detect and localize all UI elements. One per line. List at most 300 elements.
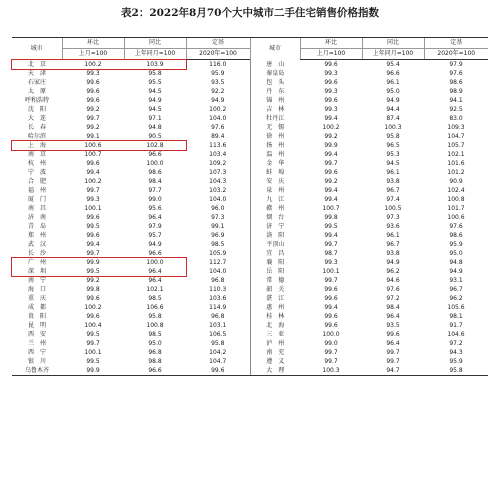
- left-base-cell: 103.6: [209, 295, 227, 302]
- left-city-cell: 济 南: [27, 214, 46, 221]
- right-city-cell: 无 锡: [250, 123, 300, 132]
- right-mom-cell: 99.3: [324, 259, 338, 266]
- right-city-cell: 赣 州: [250, 204, 300, 213]
- right-mom-cell: 100.3: [300, 366, 362, 376]
- left-mom-cell: 99.6: [86, 295, 100, 302]
- right-mom-cell: 99.3: [324, 70, 338, 77]
- left-mom-cell: 99.6: [86, 160, 100, 167]
- left-city-cell: 石家庄: [27, 79, 46, 86]
- right-city-cell: 南 充: [250, 348, 300, 357]
- right-base-cell: 98.6: [449, 232, 463, 239]
- right-base-cell: 100.8: [447, 196, 465, 203]
- left-city-cell: 上 海: [27, 142, 46, 149]
- right-yoy-cell: 93.6: [386, 223, 400, 230]
- table-row: [12, 348, 488, 357]
- left-base-cell: 95.9: [211, 70, 225, 77]
- left-base-cell: 95.8: [211, 340, 225, 347]
- table-title: 表2：2022年8月70个大中城市二手住宅销售价格指数: [121, 7, 379, 19]
- right-mom-cell: 99.2: [324, 133, 338, 140]
- left-mom-cell: 100.1: [84, 205, 102, 212]
- right-mom-cell: 99.5: [324, 223, 338, 230]
- left-city-cell: 青 岛: [27, 223, 46, 230]
- right-base-cell: 98.1: [449, 313, 463, 320]
- left-yoy-cell: 95.6: [148, 205, 162, 212]
- table-row: [12, 60, 488, 70]
- right-city-cell: 牡丹江: [250, 114, 300, 123]
- left-city-cell: 厦 门: [27, 196, 46, 203]
- table-row: [12, 87, 488, 96]
- left-city-cell: 南 京: [27, 151, 46, 158]
- left-mom-cell: 99.5: [86, 268, 100, 275]
- left-base-cell: 114.9: [209, 304, 227, 311]
- left-yoy-cell: 96.4: [148, 268, 162, 275]
- right-yoy-cell: 99.7: [386, 349, 400, 356]
- right-city-cell: 惠 州: [250, 303, 300, 312]
- left-mom-cell: 99.6: [86, 232, 100, 239]
- table-row: [12, 258, 488, 267]
- right-yoy-cell: 100.5: [384, 205, 402, 212]
- right-mom-cell: 99.6: [324, 286, 338, 293]
- right-city-cell: 湛 江: [250, 294, 300, 303]
- right-mom-cell: 99.7: [324, 241, 338, 248]
- table-row: [12, 78, 488, 87]
- left-yoy-cell: 97.7: [148, 187, 162, 194]
- left-mom-cell: 99.4: [86, 241, 100, 248]
- price-index-table: [12, 37, 488, 376]
- left-mom-cell: 99.2: [86, 277, 100, 284]
- left-yoy-cell: 98.4: [148, 178, 162, 185]
- left-base-cell: 104.0: [209, 115, 227, 122]
- left-base-cell: 100.2: [209, 106, 227, 113]
- right-base-cell: 105.7: [447, 142, 465, 149]
- left-base-cell: 96.8: [211, 313, 225, 320]
- right-city-cell: 遵 义: [250, 357, 300, 366]
- table-row: [12, 213, 488, 222]
- right-mom-cell: 99.4: [324, 196, 338, 203]
- table-row: [12, 303, 488, 312]
- left-city-cell: 南 昌: [27, 205, 46, 212]
- left-mom-cell: 99.6: [86, 88, 100, 95]
- table-row: [12, 267, 488, 276]
- left-yoy-cell: 97.1: [148, 115, 162, 122]
- right-mom-cell: 99.9: [324, 142, 338, 149]
- right-base-cell: 109.3: [447, 124, 465, 131]
- table-row: [12, 339, 488, 348]
- left-base-cell: 92.2: [211, 88, 225, 95]
- left-base-cell: 109.2: [209, 160, 227, 167]
- right-city-cell: 锦 州: [250, 96, 300, 105]
- left-city-cell: 南 宁: [27, 277, 46, 284]
- left-city-cell: 银 川: [27, 358, 46, 365]
- table-row: [12, 204, 488, 213]
- right-city-cell: 泉 州: [250, 186, 300, 195]
- left-base-cell: 104.7: [209, 358, 227, 365]
- left-mom-cell: 99.7: [86, 187, 100, 194]
- table-body: [12, 60, 488, 376]
- table-row: [12, 195, 488, 204]
- right-mom-cell: 99.6: [324, 295, 338, 302]
- yoy-header-left: 同比: [124, 38, 186, 49]
- right-yoy-cell: 95.4: [386, 61, 400, 68]
- table-row: [12, 186, 488, 195]
- right-base-cell: 96.2: [449, 295, 463, 302]
- left-mom-cell: 99.9: [62, 366, 124, 376]
- table-row: [12, 177, 488, 186]
- left-yoy-cell: 97.9: [148, 223, 162, 230]
- right-base-cell: 96.7: [449, 286, 463, 293]
- right-yoy-cell: 96.2: [386, 268, 400, 275]
- right-mom-cell: 99.3: [324, 106, 338, 113]
- right-yoy-cell: 96.1: [386, 232, 400, 239]
- right-mom-cell: 100.2: [322, 124, 340, 131]
- right-yoy-cell: 94.6: [386, 277, 400, 284]
- right-yoy-cell: 97.4: [386, 196, 400, 203]
- left-base-cell: 96.9: [211, 232, 225, 239]
- table-row: [12, 132, 488, 141]
- right-base-cell: 101.6: [447, 160, 465, 167]
- right-mom-cell: 99.7: [324, 349, 338, 356]
- right-yoy-cell: 94.9: [386, 259, 400, 266]
- left-base-cell: 112.7: [209, 259, 227, 266]
- right-city-cell: 桂 林: [250, 312, 300, 321]
- right-mom-cell: 99.2: [324, 178, 338, 185]
- table-row: [12, 312, 488, 321]
- right-base-cell: 104.7: [447, 133, 465, 140]
- table-row: [12, 159, 488, 168]
- left-yoy-cell: 98.6: [148, 169, 162, 176]
- right-mom-cell: 99.6: [324, 79, 338, 86]
- table-row: [12, 321, 488, 330]
- left-yoy-cell: 96.6: [148, 151, 162, 158]
- left-city-cell: 大 连: [27, 115, 46, 122]
- right-base-cell: 83.0: [449, 115, 463, 122]
- table-row: [12, 366, 488, 376]
- left-city-cell: 深 圳: [27, 268, 46, 275]
- yoy-subheader-left: 上年同月=100: [124, 49, 186, 60]
- right-base-cell: 98.6: [449, 79, 463, 86]
- left-yoy-cell: 94.9: [148, 241, 162, 248]
- table-row: [12, 105, 488, 114]
- right-base-cell: 97.6: [449, 70, 463, 77]
- left-yoy-cell: 94.8: [148, 124, 162, 131]
- right-yoy-cell: 96.6: [386, 70, 400, 77]
- right-mom-cell: 99.0: [324, 340, 338, 347]
- right-mom-cell: 99.6: [324, 313, 338, 320]
- right-base-cell: 97.6: [449, 223, 463, 230]
- left-city-cell: 武 汉: [27, 241, 46, 248]
- right-mom-cell: 99.6: [324, 169, 338, 176]
- right-mom-cell: 99.4: [324, 151, 338, 158]
- left-city-cell: 宁 波: [27, 169, 46, 176]
- left-mom-cell: 99.6: [86, 79, 100, 86]
- right-mom-cell: 99.4: [324, 232, 338, 239]
- left-mom-cell: 99.8: [86, 286, 100, 293]
- right-base-cell: 93.1: [449, 277, 463, 284]
- left-base-cell: 103.4: [209, 151, 227, 158]
- left-city-cell: 重 庆: [27, 295, 46, 302]
- left-mom-cell: 99.7: [86, 115, 100, 122]
- left-mom-cell: 99.3: [86, 70, 100, 77]
- left-yoy-cell: 95.5: [148, 79, 162, 86]
- table-row: [12, 330, 488, 339]
- left-mom-cell: 100.6: [84, 142, 102, 149]
- right-base-cell: 94.1: [449, 97, 463, 104]
- left-mom-cell: 99.2: [86, 124, 100, 131]
- left-base-cell: 93.5: [211, 79, 225, 86]
- mom-header-left: 环比: [62, 38, 124, 49]
- right-city-cell: 唐 山: [250, 60, 300, 70]
- right-city-cell: 扬 州: [250, 141, 300, 150]
- table-row: [12, 276, 488, 285]
- left-city-cell: 乌鲁木齐: [12, 366, 62, 376]
- right-base-cell: 95.8: [424, 366, 488, 376]
- right-base-cell: 95.9: [449, 241, 463, 248]
- right-base-cell: 94.9: [449, 268, 463, 275]
- left-yoy-cell: 96.6: [124, 366, 186, 376]
- mom-subheader-right: 上月=100: [300, 49, 362, 60]
- left-yoy-cell: 96.4: [148, 214, 162, 221]
- left-mom-cell: 100.1: [84, 349, 102, 356]
- yoy-subheader-right: 上年同月=100: [362, 49, 424, 60]
- table-row: [12, 222, 488, 231]
- right-city-cell: 温 州: [250, 150, 300, 159]
- right-mom-cell: 99.6: [324, 61, 338, 68]
- table-row: [12, 240, 488, 249]
- left-yoy-cell: 103.9: [146, 61, 164, 68]
- left-yoy-cell: 96.8: [148, 349, 162, 356]
- left-yoy-cell: 100.0: [146, 160, 164, 167]
- right-city-cell: 韶 关: [250, 285, 300, 294]
- left-city-cell: 成 都: [27, 304, 46, 311]
- left-yoy-cell: 95.8: [148, 70, 162, 77]
- right-city-cell: 金 华: [250, 159, 300, 168]
- right-yoy-cell: 93.8: [386, 250, 400, 257]
- left-mom-cell: 100.2: [84, 304, 102, 311]
- left-city-cell: 呼和浩特: [24, 97, 49, 104]
- right-city-cell: 泸 州: [250, 339, 300, 348]
- left-base-cell: 113.6: [209, 142, 227, 149]
- left-base-cell: 99.6: [186, 366, 250, 376]
- right-city-cell: 洛 阳: [250, 231, 300, 240]
- right-yoy-cell: 100.3: [384, 124, 402, 131]
- right-mom-cell: 98.7: [324, 250, 338, 257]
- left-yoy-cell: 99.0: [148, 196, 162, 203]
- right-city-cell: 蚌 埠: [250, 168, 300, 177]
- left-base-cell: 104.3: [209, 178, 227, 185]
- table-row: [12, 114, 488, 123]
- table-row: [12, 231, 488, 240]
- base-header-right: 定基: [424, 38, 488, 49]
- left-yoy-cell: 95.7: [148, 232, 162, 239]
- city-header-left: 城市: [12, 38, 62, 60]
- right-city-cell: 襄 阳: [250, 258, 300, 267]
- right-city-cell: 岳 阳: [250, 267, 300, 276]
- left-yoy-cell: 98.5: [148, 295, 162, 302]
- left-yoy-cell: 94.9: [148, 97, 162, 104]
- right-base-cell: 101.7: [447, 205, 465, 212]
- right-yoy-cell: 95.0: [386, 88, 400, 95]
- right-yoy-cell: 99.6: [386, 331, 400, 338]
- right-yoy-cell: 95.8: [386, 133, 400, 140]
- base-subheader-left: 2020年=100: [186, 49, 250, 60]
- right-base-cell: 94.3: [449, 349, 463, 356]
- left-mom-cell: 99.5: [86, 331, 100, 338]
- city-header-right: 城市: [250, 38, 300, 60]
- right-yoy-cell: 97.6: [386, 286, 400, 293]
- right-yoy-cell: 96.1: [386, 79, 400, 86]
- left-mom-cell: 99.2: [86, 106, 100, 113]
- left-mom-cell: 99.7: [86, 340, 100, 347]
- left-mom-cell: 99.1: [86, 133, 100, 140]
- right-yoy-cell: 94.7: [362, 366, 424, 376]
- left-yoy-cell: 94.5: [148, 106, 162, 113]
- right-mom-cell: 99.7: [324, 358, 338, 365]
- right-city-cell: 平顶山: [250, 240, 300, 249]
- left-city-cell: 太 原: [27, 88, 46, 95]
- right-mom-cell: 99.7: [324, 277, 338, 284]
- left-yoy-cell: 95.8: [148, 313, 162, 320]
- left-city-cell: 杭 州: [27, 160, 46, 167]
- left-mom-cell: 99.6: [86, 313, 100, 320]
- right-base-cell: 91.7: [449, 322, 463, 329]
- yoy-header-right: 同比: [362, 38, 424, 49]
- left-yoy-cell: 90.5: [148, 133, 162, 140]
- left-city-cell: 昆 明: [27, 322, 46, 329]
- left-yoy-cell: 94.5: [148, 88, 162, 95]
- right-base-cell: 102.1: [447, 151, 465, 158]
- right-yoy-cell: 98.4: [386, 304, 400, 311]
- left-mom-cell: 99.9: [86, 259, 100, 266]
- table-row: [12, 69, 488, 78]
- table-row: [12, 249, 488, 258]
- right-city-cell: 吉 林: [250, 105, 300, 114]
- right-yoy-cell: 96.5: [386, 142, 400, 149]
- right-base-cell: 94.8: [449, 259, 463, 266]
- left-yoy-cell: 102.8: [146, 142, 164, 149]
- left-city-cell: 海 口: [27, 286, 46, 293]
- right-mom-cell: 99.3: [324, 88, 338, 95]
- left-base-cell: 103.1: [209, 322, 227, 329]
- right-mom-cell: 99.4: [324, 187, 338, 194]
- right-mom-cell: 100.0: [322, 331, 340, 338]
- right-yoy-cell: 99.7: [386, 358, 400, 365]
- right-base-cell: 97.9: [449, 61, 463, 68]
- left-base-cell: 105.9: [209, 250, 227, 257]
- left-mom-cell: 100.2: [84, 178, 102, 185]
- left-yoy-cell: 96.6: [148, 250, 162, 257]
- right-yoy-cell: 93.5: [386, 322, 400, 329]
- left-city-cell: 贵 阳: [27, 313, 46, 320]
- mom-subheader-left: 上月=100: [62, 49, 124, 60]
- right-mom-cell: 99.6: [324, 97, 338, 104]
- right-yoy-cell: 87.4: [386, 115, 400, 122]
- left-base-cell: 104.0: [209, 268, 227, 275]
- left-mom-cell: 100.4: [84, 322, 102, 329]
- right-city-cell: 秦皇岛: [250, 69, 300, 78]
- right-mom-cell: 99.8: [324, 214, 338, 221]
- left-city-cell: 福 州: [27, 187, 46, 194]
- left-mom-cell: 99.6: [86, 97, 100, 104]
- left-mom-cell: 100.7: [84, 151, 102, 158]
- right-city-cell: 三 亚: [250, 330, 300, 339]
- table-row: [12, 168, 488, 177]
- right-yoy-cell: 94.9: [386, 97, 400, 104]
- left-yoy-cell: 98.8: [148, 358, 162, 365]
- right-base-cell: 101.2: [447, 169, 465, 176]
- left-yoy-cell: 106.6: [146, 304, 164, 311]
- table-row: [12, 141, 488, 150]
- left-city-cell: 合 肥: [27, 178, 46, 185]
- left-base-cell: 104.2: [209, 349, 227, 356]
- left-base-cell: 97.3: [211, 214, 225, 221]
- right-city-cell: 大 理: [250, 366, 300, 376]
- left-mom-cell: 99.3: [86, 196, 100, 203]
- left-yoy-cell: 102.1: [146, 286, 164, 293]
- left-yoy-cell: 98.5: [148, 331, 162, 338]
- left-yoy-cell: 100.8: [146, 322, 164, 329]
- right-base-cell: 105.6: [447, 304, 465, 311]
- right-yoy-cell: 96.7: [386, 241, 400, 248]
- left-city-cell: 西 安: [27, 331, 46, 338]
- right-yoy-cell: 94.5: [386, 160, 400, 167]
- left-city-cell: 哈尔滨: [27, 133, 46, 140]
- left-base-cell: 116.0: [209, 61, 227, 68]
- table-row: [12, 96, 488, 105]
- right-mom-cell: 100.1: [322, 268, 340, 275]
- right-base-cell: 104.6: [447, 331, 465, 338]
- right-city-cell: 徐 州: [250, 132, 300, 141]
- left-city-cell: 沈 阳: [27, 106, 46, 113]
- right-city-cell: 安 庆: [250, 177, 300, 186]
- left-base-cell: 99.1: [211, 223, 225, 230]
- right-base-cell: 90.9: [449, 178, 463, 185]
- left-base-cell: 104.0: [209, 196, 227, 203]
- left-base-cell: 96.0: [211, 205, 225, 212]
- right-mom-cell: 99.4: [324, 304, 338, 311]
- left-mom-cell: 99.5: [86, 223, 100, 230]
- left-base-cell: 97.6: [211, 124, 225, 131]
- right-base-cell: 102.4: [447, 187, 465, 194]
- right-city-cell: 宜 昌: [250, 249, 300, 258]
- table-row: [12, 294, 488, 303]
- left-mom-cell: 99.7: [86, 250, 100, 257]
- right-city-cell: 丹 东: [250, 87, 300, 96]
- left-base-cell: 107.3: [209, 169, 227, 176]
- right-yoy-cell: 97.2: [386, 295, 400, 302]
- right-mom-cell: 100.7: [322, 205, 340, 212]
- left-base-cell: 94.9: [211, 97, 225, 104]
- right-base-cell: 97.2: [449, 340, 463, 347]
- table-row: [12, 123, 488, 132]
- right-yoy-cell: 95.3: [386, 151, 400, 158]
- right-mom-cell: 99.6: [324, 322, 338, 329]
- right-city-cell: 包 头: [250, 78, 300, 87]
- left-city-cell: 西 宁: [27, 349, 46, 356]
- left-city-cell: 长 沙: [27, 250, 46, 257]
- right-mom-cell: 99.4: [324, 115, 338, 122]
- right-base-cell: 92.5: [449, 106, 463, 113]
- left-base-cell: 96.8: [211, 277, 225, 284]
- left-mom-cell: 100.2: [84, 61, 102, 68]
- right-city-cell: 北 海: [250, 321, 300, 330]
- left-mom-cell: 99.5: [86, 358, 100, 365]
- table-row: [12, 357, 488, 366]
- left-yoy-cell: 100.0: [146, 259, 164, 266]
- left-city-cell: 长 春: [27, 124, 46, 131]
- left-base-cell: 89.4: [211, 133, 225, 140]
- right-yoy-cell: 97.3: [386, 214, 400, 221]
- left-city-cell: 广 州: [27, 259, 46, 266]
